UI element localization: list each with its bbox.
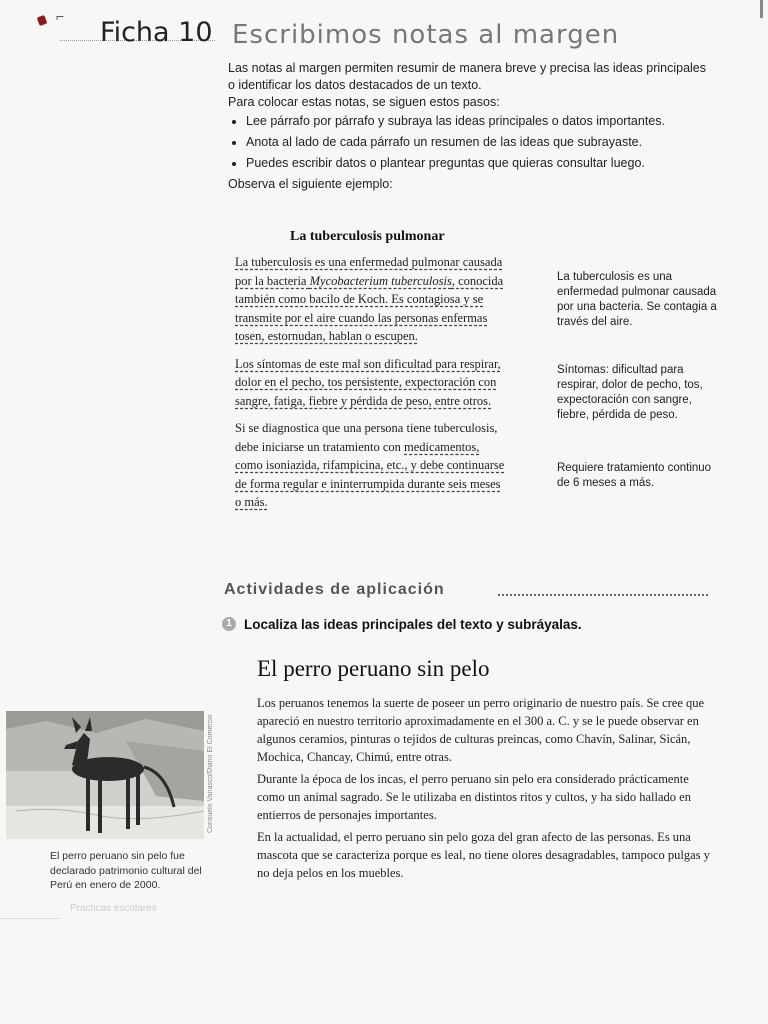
intro-paragraph: Las notas al margen permiten resumir de manera breve y precisa las ideas principales o identificar los datos destacados de un texto. (228, 61, 707, 92)
margin-note-3: Requiere tratamiento continuo de 6 meses a más. (557, 462, 712, 489)
example-paragraph-3 (235, 419, 505, 512)
example-paragraph-1 (235, 253, 505, 346)
margin-note-1: La tuberculosis es una enfermedad pulmonar causada por una bacteria. Se contagia a través del aire. (557, 271, 717, 328)
underlined-text: , conocida también como bacilo de Koch. Es contagiosa y se transmite por el aire cuando las personas enfermas tosen, estornudan, hablan o escupen. (235, 273, 504, 343)
ficha-number: Ficha 10 (100, 17, 213, 48)
article-body (257, 694, 717, 886)
article-paragraph: En la actualidad, el perro peruano sin pelo goza del gran afecto de las personas. Es una mascota que se caracteriza porque es leal, no tiene olores desagradables, tampoco pulgas y no deja pelos en los muebles. (257, 830, 710, 880)
pencil-mark: ⌐ (56, 8, 65, 24)
activity-number-icon: 1 (222, 617, 236, 631)
intro-section (228, 60, 708, 193)
activities-heading: Actividades de aplicación (224, 581, 445, 598)
photo-caption: El perro peruano sin pelo fue declarado patrimonio cultural del Perú en enero de 2000. (50, 850, 202, 891)
article-paragraph: Los peruanos tenemos la suerte de poseer un perro originario de nuestro país. Se cree que apareció en nuestro territorio aproximadamente en el 300 a. C. y se le puede observar en algunos ceramios, pinturas o tejidos de culturas preincas, como Chavín, Salinar, Sicán, Mochica, Chancay, Chimú, entre otras. (257, 696, 705, 764)
underlined-text: medicamentos, como isoniazida, rifampicina, etc., y debe continuarse de forma regular e ininterrumpida durante seis meses o más. (235, 439, 505, 509)
faded-rule (0, 918, 60, 919)
article-paragraph: Durante la época de los incas, el perro peruano sin pelo era considerado prácticamente como un animal sagrado. Se le utilizaba en distintos ritos y cultos, y ha sido hallado en entierros de personajes importantes. (257, 772, 691, 822)
margin-note-2: Síntomas: dificultad para respirar, dolor de pecho, tos, expectoración con sangre, fiebre, pérdida de peso. (557, 364, 703, 421)
dog-photo (6, 711, 204, 839)
example-lead: Observa el siguiente ejemplo: (228, 177, 393, 191)
edge-mark (760, 0, 763, 18)
activities-dotted-line (498, 594, 708, 596)
steps-list (228, 113, 708, 172)
example-text (235, 253, 505, 521)
step-item: • Anota al lado de cada párrafo un resumen de las ideas que subrayaste. (246, 134, 708, 151)
plain-text: Si se diagnostica que una persona tiene tuberculosis, debe iniciarse un tratamiento con (235, 421, 498, 454)
photo-credit: Consuelo Vanasco/Diario El Comercio (207, 714, 214, 833)
activity-instruction: Localiza las ideas principales del texto y subráyalas. (244, 617, 582, 632)
example-title: La tuberculosis pulmonar (290, 229, 445, 244)
hairless-dog-icon (6, 711, 204, 839)
step-item: • Puedes escribir datos o plantear preguntas que quieras consultar luego. (246, 155, 708, 172)
underlined-text: La tuberculosis es una enfermedad pulmonar causada por la bacteria (235, 255, 503, 288)
step-item: • Lee párrafo por párrafo y subraya las ideas principales o datos importantes. (246, 113, 708, 130)
page-title: Escribimos notas al margen (232, 20, 620, 50)
underlined-italic-text: Mycobacterium tuberculosis (309, 273, 452, 288)
example-paragraph-2 (235, 355, 505, 411)
red-ink-mark (37, 15, 48, 26)
faded-footer-text: Practicas escolares (70, 903, 157, 914)
article-title: El perro peruano sin pelo (257, 656, 490, 681)
underlined-text: Los síntomas de este mal son dificultad para respirar, dolor en el pecho, tos persistente, expectoración con sangre, fatiga, fiebre y pérdida de peso, entre otros. (235, 356, 501, 408)
intro-steps-lead: Para colocar estas notas, se siguen estos pasos: (228, 95, 500, 109)
